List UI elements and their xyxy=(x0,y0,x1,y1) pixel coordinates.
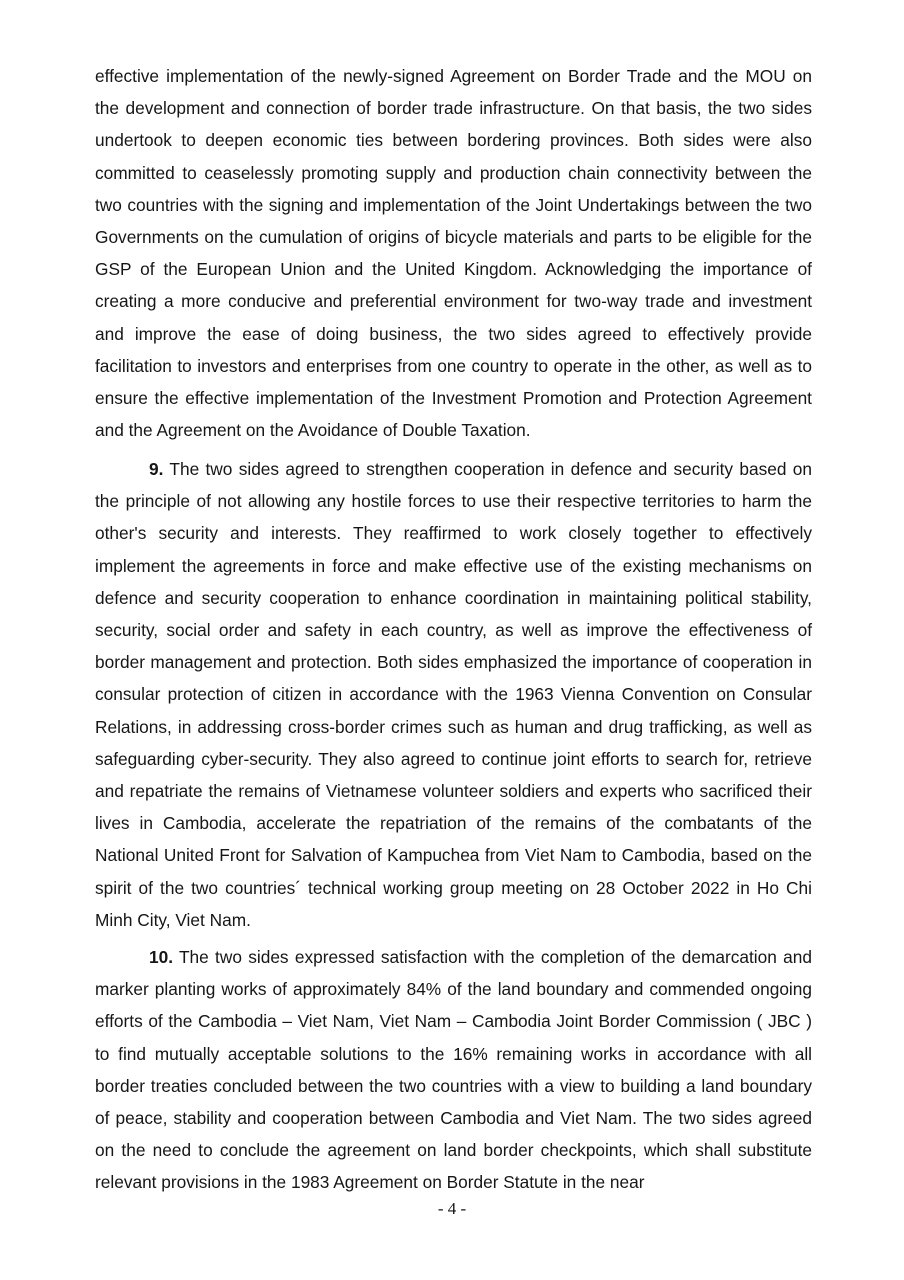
paragraph-10-body xyxy=(95,941,812,1199)
paragraph-9-body xyxy=(95,453,812,936)
paragraph-9 xyxy=(95,453,812,936)
paragraph-9-text: The two sides agreed to strengthen cooperation in defence and security based on the principle of not allowing any hostile forces to use their respective territories to harm the other's security and interests. They reaffirmed to work closely together to effectively implement the agreements in force and make effective use of the existing mechanisms on defence and security cooperation to enhance coordination in maintaining political stability, security, social order and safety in each country, as well as improve the effectiveness of border management and protection. Both sides emphasized the importance of cooperation in consular protection of citizen in accordance with the 1963 Vienna Convention on Consular Relations, in addressing cross-border crimes such as human and drug trafficking, as well as safeguarding cyber-security. They also agreed to continue joint efforts to search for, retrieve and repatriate the remains of Vietnamese volunteer soldiers and experts who sacrificed their lives in Cambodia, accelerate the repatriation of the remains of the combatants of the National United Front for Salvation of Kampuchea from Viet Nam to Cambodia, based on the spirit of the two countries´ technical working group meeting on 28 October 2022 in Ho Chi Minh City, Viet Nam. xyxy=(95,459,812,930)
paragraph-continued-text: effective implementation of the newly-signed Agreement on Border Trade and the MOU on the development and connection of border trade infrastructure. On that basis, the two sides undertook to deepen economic ties between bordering provinces. Both sides were also committed to ceaselessly promoting supply and production chain connectivity between the two countries with the signing and implementation of the Joint Undertakings between the two Governments on the cumulation of origins of bicycle materials and parts to be eligible for the GSP of the European Union and the United Kingdom. Acknowledging the importance of creating a more conducive and preferential environment for two-way trade and investment and improve the ease of doing business, the two sides agreed to effectively provide facilitation to investors and enterprises from one country to operate in the other, as well as to ensure the effective implementation of the Investment Promotion and Protection Agreement and the Agreement on the Avoidance of Double Taxation. xyxy=(95,66,812,441)
paragraph-10 xyxy=(95,941,812,1199)
paragraph-9-number: 9. xyxy=(149,459,164,479)
paragraph-10-text: The two sides expressed satisfaction with the completion of the demarcation and marker planting works of approximately 84% of the land boundary and commended ongoing efforts of the Cambodia – Viet Nam, Viet Nam – Cambodia Joint Border Commission ( JBC ) to find mutually acceptable solutions to the 16% remaining works in accordance with all border treaties concluded between the two countries with a view to building a land boundary of peace, stability and cooperation between Cambodia and Viet Nam. The two sides agreed on the need to conclude the agreement on land border checkpoints, which shall substitute relevant provisions in the 1983 Agreement on Border Statute in the near xyxy=(95,947,812,1193)
paragraph-10-number: 10. xyxy=(149,947,174,967)
paragraph-continued xyxy=(95,60,812,446)
page-number: - 4 - xyxy=(437,1199,467,1218)
